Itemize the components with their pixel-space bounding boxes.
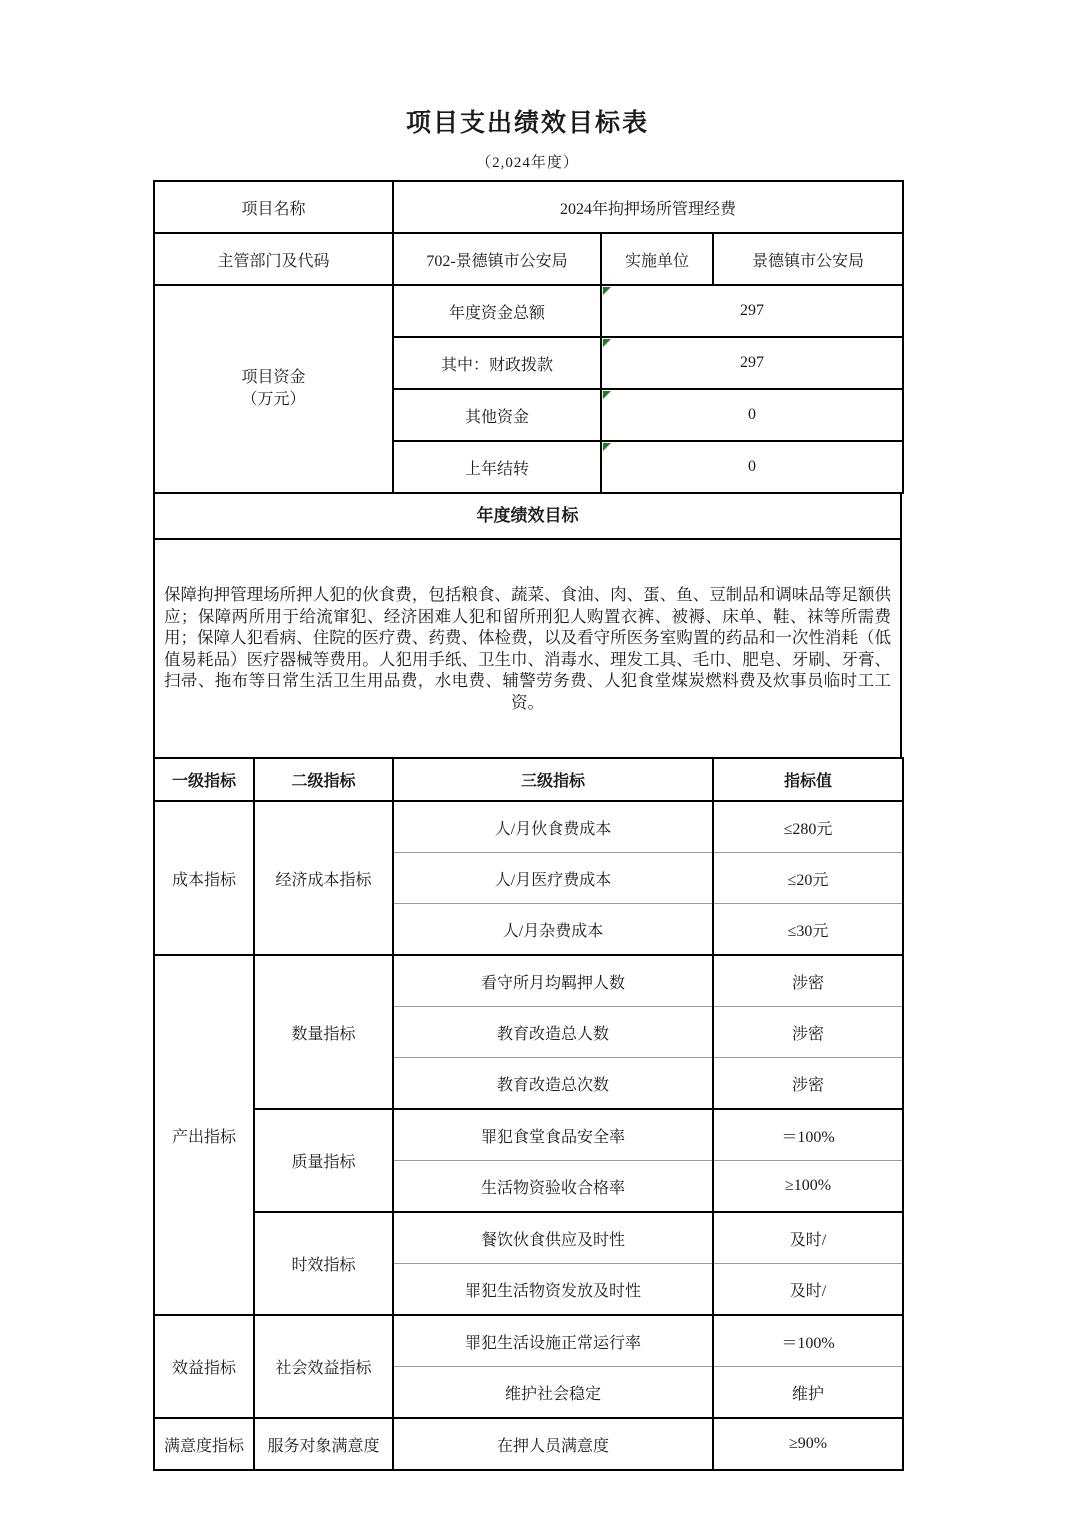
level3-cell: 维护社会稳定 xyxy=(393,1367,713,1419)
table-row xyxy=(154,1212,903,1264)
level2-cell: 服务对象满意度 xyxy=(254,1418,393,1470)
level3-cell: 罪犯生活设施正常运行率 xyxy=(393,1315,713,1367)
table-row xyxy=(154,1418,903,1470)
header-value: 指标值 xyxy=(713,758,903,801)
table-row xyxy=(154,233,903,285)
level2-cell: 经济成本指标 xyxy=(254,801,393,955)
level1-cell: 产出指标 xyxy=(154,955,254,1315)
value-cell: 维护 xyxy=(713,1367,903,1419)
funds-row-label: 年度资金总额 xyxy=(393,285,601,337)
value-cell: 涉密 xyxy=(713,955,903,1007)
indicator-table xyxy=(153,757,904,1471)
funds-row-label: 其他资金 xyxy=(393,389,601,441)
impl-unit-value: 景德镇市公安局 xyxy=(713,233,903,285)
annual-goal-cell xyxy=(153,540,902,757)
page-subtitle: （2,024年度） xyxy=(476,155,579,171)
value-cell: 涉密 xyxy=(713,1058,903,1110)
document-sheet xyxy=(153,0,902,1471)
table-row xyxy=(154,285,903,337)
value-cell: ≥90% xyxy=(713,1418,903,1470)
header-level1: 一级指标 xyxy=(154,758,254,801)
header-level2: 二级指标 xyxy=(254,758,393,801)
level3-cell: 在押人员满意度 xyxy=(393,1418,713,1470)
level1-cell: 成本指标 xyxy=(154,801,254,955)
value-cell: ＝100% xyxy=(713,1315,903,1367)
level3-cell: 教育改造总次数 xyxy=(393,1058,713,1110)
table-row xyxy=(154,181,903,233)
page-title: 项目支出绩效目标表 xyxy=(405,110,649,137)
funds-label: 项目资金 （万元） xyxy=(154,285,393,493)
value-cell: 涉密 xyxy=(713,1007,903,1058)
level1-cell: 满意度指标 xyxy=(154,1418,254,1470)
level3-cell: 人/月伙食费成本 xyxy=(393,801,713,853)
indicator-header-row xyxy=(154,758,903,801)
table-row xyxy=(154,1315,903,1367)
value-cell: ≤20元 xyxy=(713,853,903,904)
cell-error-flag-icon xyxy=(603,391,611,399)
level2-cell: 社会效益指标 xyxy=(254,1315,393,1418)
funds-row-value: 0 xyxy=(601,441,903,493)
project-name-value: 2024年拘押场所管理经费 xyxy=(393,181,903,233)
annual-goal-header: 年度绩效目标 xyxy=(153,494,902,540)
table-row xyxy=(154,801,903,853)
dept-label: 主管部门及代码 xyxy=(154,233,393,285)
funds-row-label: 上年结转 xyxy=(393,441,601,493)
cell-error-flag-icon xyxy=(603,443,611,451)
funds-row-value: 297 xyxy=(601,285,903,337)
funds-row-value: 0 xyxy=(601,389,903,441)
value-cell: 及时/ xyxy=(713,1264,903,1316)
funds-row-label: 其中：财政拨款 xyxy=(393,337,601,389)
level3-cell: 生活物资验收合格率 xyxy=(393,1161,713,1213)
annual-goal-text: 保障拘押管理场所押人犯的伙食费，包括粮食、蔬菜、食油、肉、蛋、鱼、豆制品和调味品等足额供应；保障两所用于给流窜犯、经济困难人犯和留所刑犯人购置衣裤、被褥、床单、鞋、袜等所需费用；保障人犯看病、住院的医疗费、药费、体检费，以及看守所医务室购置的药品和一次性消耗（低值易耗品）医疗器械等费用。人犯用手纸、卫生巾、消毒水、理发工具、毛巾、肥皂、牙刷、牙膏、扫帚、拖布等日常生活卫生用品费，水电费、辅警劳务费、人犯食堂煤炭燃料费及炊事员临时工工资。 xyxy=(164,585,891,712)
level1-cell: 效益指标 xyxy=(154,1315,254,1418)
table-row xyxy=(154,1109,903,1161)
level3-cell: 罪犯生活物资发放及时性 xyxy=(393,1264,713,1316)
value-cell: ＝100% xyxy=(713,1109,903,1161)
project-info-table xyxy=(153,180,904,494)
dept-value: 702-景德镇市公安局 xyxy=(393,233,601,285)
level3-cell: 人/月医疗费成本 xyxy=(393,853,713,904)
level3-cell: 看守所月均羁押人数 xyxy=(393,955,713,1007)
value-cell: ≥100% xyxy=(713,1161,903,1213)
funds-row-value: 297 xyxy=(601,337,903,389)
value-cell: ≤30元 xyxy=(713,904,903,956)
level3-cell: 罪犯食堂食品安全率 xyxy=(393,1109,713,1161)
level2-cell: 质量指标 xyxy=(254,1109,393,1212)
project-name-label: 项目名称 xyxy=(154,181,393,233)
header-level3: 三级指标 xyxy=(393,758,713,801)
level2-cell: 数量指标 xyxy=(254,955,393,1109)
level3-cell: 人/月杂费成本 xyxy=(393,904,713,956)
cell-error-flag-icon xyxy=(603,287,611,295)
level3-cell: 教育改造总人数 xyxy=(393,1007,713,1058)
cell-error-flag-icon xyxy=(603,339,611,347)
level2-cell: 时效指标 xyxy=(254,1212,393,1315)
impl-unit-label: 实施单位 xyxy=(601,233,713,285)
value-cell: 及时/ xyxy=(713,1212,903,1264)
table-row xyxy=(154,955,903,1007)
level3-cell: 餐饮伙食供应及时性 xyxy=(393,1212,713,1264)
value-cell: ≤280元 xyxy=(713,801,903,853)
